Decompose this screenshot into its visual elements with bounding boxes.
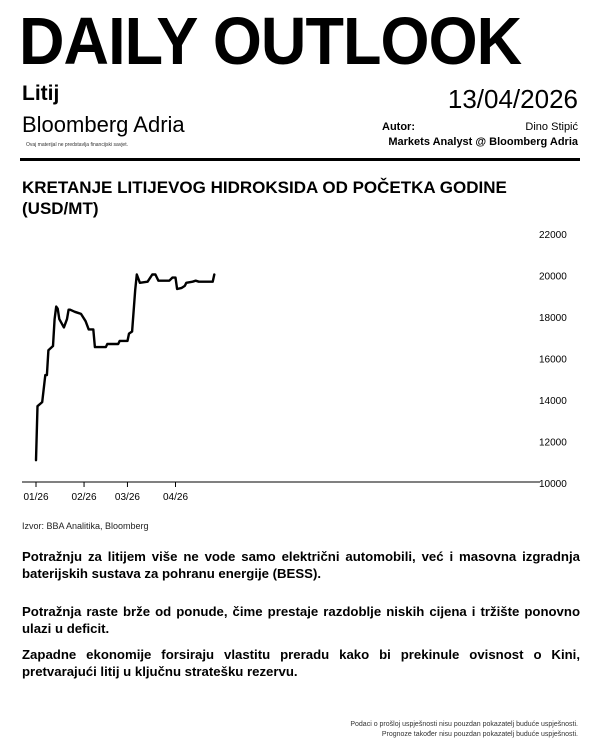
y-tick-label: 10000 bbox=[539, 479, 567, 490]
disclaimer-text: Ovaj materijal ne predstavlja financijski savjet. bbox=[26, 142, 128, 148]
y-tick-label: 12000 bbox=[539, 437, 567, 449]
chart-source: Izvor: BBA Analitika, Bloomberg bbox=[22, 521, 149, 531]
x-axis-ticks bbox=[23, 482, 188, 503]
report-date: 13/04/2026 bbox=[447, 84, 578, 114]
x-tick-label: 04/26 bbox=[162, 492, 189, 503]
y-tick-label: 22000 bbox=[539, 230, 567, 241]
y-tick-label: 18000 bbox=[539, 313, 567, 324]
footer-line-1: Podaci o prošloj uspješnosti nisu pouzdan pokazatelj buduće uspješnosti. bbox=[350, 721, 578, 728]
topic-title: Litij bbox=[22, 82, 60, 105]
chart-title: KRETANJE LITIJEVOG HIDROKSIDA OD POČETKA GODINE (USD/MT) bbox=[22, 178, 507, 218]
author-name: Dino Stipić bbox=[525, 121, 578, 133]
paragraph-bess: Potražnju za litijem više ne vode samo električni automobili, već i masovna izgradnja baterijskih sustava za pohranu energije (BESS). bbox=[22, 549, 580, 581]
price-line-chart bbox=[0, 220, 600, 510]
y-tick-label: 20000 bbox=[539, 271, 567, 283]
masthead-title: DAILY OUTLOOK bbox=[19, 4, 522, 79]
author-label: Autor: bbox=[382, 121, 415, 133]
x-tick-label: 03/26 bbox=[114, 492, 140, 503]
y-tick-label: 16000 bbox=[539, 354, 567, 366]
x-tick-label: 02/26 bbox=[71, 492, 97, 503]
y-tick-label: 14000 bbox=[539, 396, 567, 407]
paragraph-strategic: Zapadne ekonomije forsiraju vlastitu preradu kako bi prekinule ovisnost o Kini, pretvarajući litij u ključnu stratešku rezervu. bbox=[22, 647, 580, 679]
price-series-line bbox=[36, 275, 214, 461]
header-divider bbox=[20, 158, 580, 161]
author-role: Markets Analyst @ Bloomberg Adria bbox=[388, 136, 578, 148]
x-tick-label: 01/26 bbox=[23, 492, 49, 503]
paragraph-deficit: Potražnja raste brže od ponude, čime prestaje razdoblje niskih cijena i tržište ponovno ulazi u deficit. bbox=[22, 604, 580, 636]
brand-name: Bloomberg Adria bbox=[22, 112, 185, 137]
footer-line-2: Prognoze također nisu pouzdan pokazatelj buduće uspješnosti. bbox=[381, 731, 578, 738]
y-axis-ticks bbox=[539, 230, 567, 490]
